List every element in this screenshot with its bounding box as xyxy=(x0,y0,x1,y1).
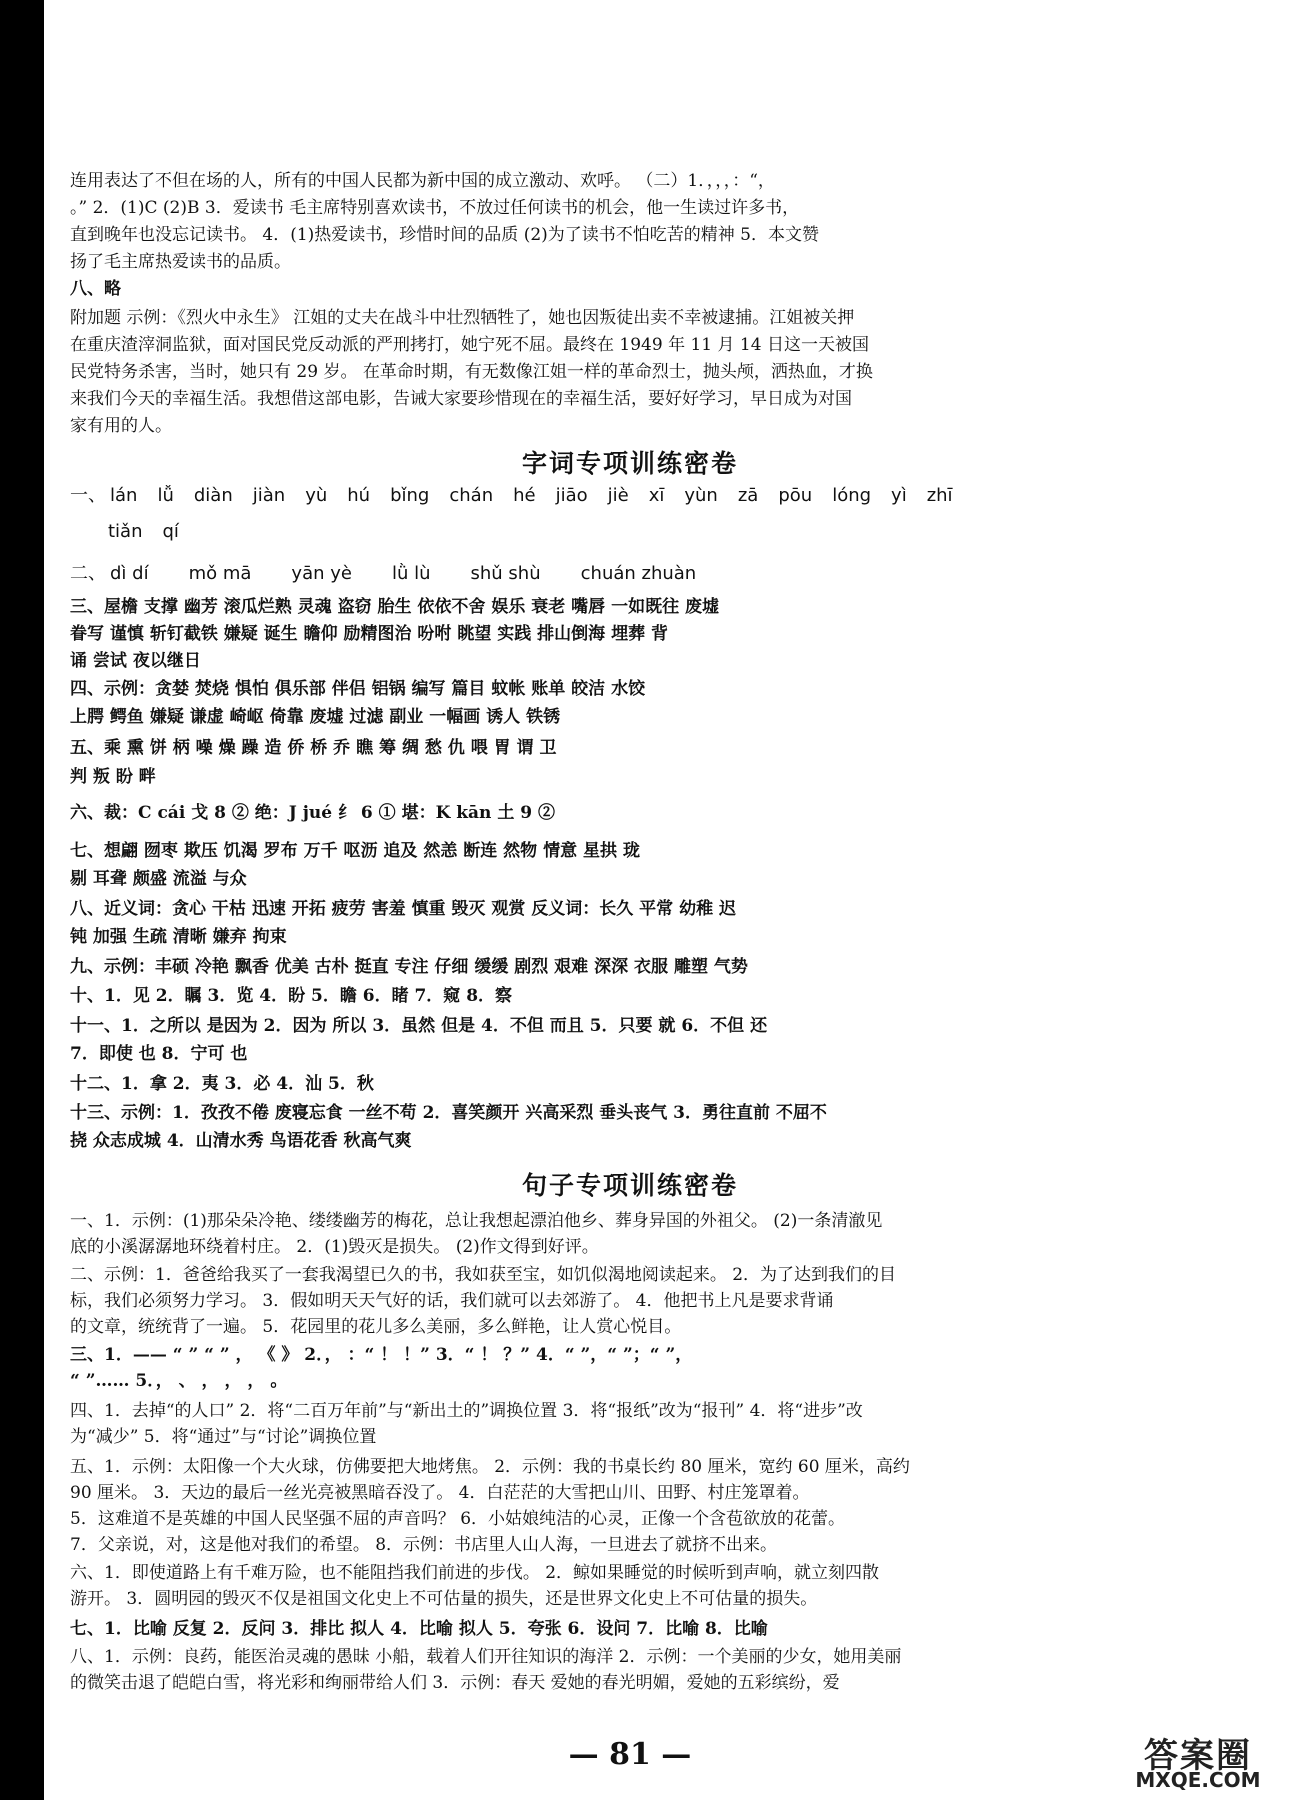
pinyin-item: yì xyxy=(891,485,907,506)
text-line: 诵 尝试 夜以继日 xyxy=(70,651,201,671)
watermark-url: MXQE.COM xyxy=(1135,1768,1261,1792)
text-line: 扬了毛主席热爱读书的品质。 xyxy=(70,252,291,272)
text-line: 三、屋檐 支撑 幽芳 滚瓜烂熟 灵魂 盗窃 胎生 依依不舍 娱乐 衰老 嘴唇 一如既往 废墟 xyxy=(70,597,720,617)
pinyin-item: chán xyxy=(449,485,494,506)
text-line: 连用表达了不但在场的人，所有的中国人民都为新中国的成立激动、欢呼。 （二）1．，，，：“， xyxy=(70,171,775,191)
text-line: 八、近义词：贪心 干枯 迅速 开拓 疲劳 害羞 慎重 毁灭 观赏 反义词：长久 平常 幼稚 迟 xyxy=(70,899,737,919)
section-title: 句子专项训练密卷 xyxy=(521,1171,738,1200)
pinyin-item: zhī xyxy=(926,485,953,506)
text-line: 家有用的人。 xyxy=(70,416,172,436)
text-line: 5．这难道不是英雄的中国人民坚强不屈的声音吗？ 6．小姑娘纯洁的心灵，正像一个含苞欲放的花蕾。 xyxy=(70,1509,846,1529)
text-line: 十一、1．之所以 是因为 2．因为 所以 3．虽然 但是 4．不但 而且 5．只要 就 6．不但 还 xyxy=(70,1016,768,1036)
pinyin-item: jiè xyxy=(607,485,629,506)
pinyin-item: jiāo xyxy=(555,485,588,506)
text-line: 民党特务杀害，当时，她只有 29 岁。 在革命时期，有无数像江姐一样的革命烈士，抛头颅，洒热血，才换 xyxy=(70,362,873,382)
pinyin-item: jiàn xyxy=(252,485,286,506)
pinyin-item: chuán zhuàn xyxy=(580,563,697,584)
text-line: 90 厘米。 3．天边的最后一丝光亮被黑暗吞没了。 4．白茫茫的大雪把山川、田野、村庄笼罩着。 xyxy=(70,1483,810,1503)
text-line: 游开。 3．圆明园的毁灭不仅是祖国文化史上不可估量的损失，还是世界文化史上不可估量的损失。 xyxy=(70,1589,818,1609)
text-line: 为“减少” 5．将“通过”与“讨论”调换位置 xyxy=(70,1427,377,1447)
text-line: 剔 耳聋 颇盛 流溢 与众 xyxy=(70,869,247,889)
text-line: 判 叛 盼 畔 xyxy=(70,767,156,787)
text-line: “ ”…… 5．， 、 ， ， ， 。 xyxy=(70,1371,288,1391)
text-line: 五、1．示例：太阳像一个大火球，仿佛要把大地烤焦。 2．示例：我的书桌长约 80 厘米，宽约 60 厘米，高约 xyxy=(70,1457,910,1477)
pinyin-row xyxy=(70,518,1228,546)
pinyin-item: hú xyxy=(347,485,371,506)
pinyin-item: zā xyxy=(737,485,759,506)
text-line: 的文章，统统背了一遍。 5．花园里的花儿多么美丽，多么鲜艳，让人赏心悦目。 xyxy=(70,1317,682,1337)
text-line: 八、1．示例：良药，能医治灵魂的愚昧 小船，载着人们开往知识的海洋 2．示例：一个美丽的少女，她用美丽 xyxy=(70,1647,902,1667)
text-line: 7．父亲说，对，这是他对我们的希望。 8．示例：书店里人山人海，一旦进去了就挤不出来。 xyxy=(70,1535,778,1555)
section-title: 字词专项训练密卷 xyxy=(521,449,738,478)
answer-page xyxy=(70,0,1190,1800)
text-line: 钝 加强 生疏 清晰 嫌弃 拘束 xyxy=(70,927,287,947)
pinyin-item: dì dí xyxy=(110,563,149,584)
binding-edge xyxy=(0,0,44,1800)
pinyin-item: tiǎn xyxy=(108,521,143,542)
pinyin-row xyxy=(70,560,1190,588)
text-line: 一、1．示例：(1)那朵朵冷艳、缕缕幽芳的梅花，总让我想起漂泊他乡、葬身异国的外祖父。 (2)一条清澈见 xyxy=(70,1211,883,1231)
pinyin-item: lóng xyxy=(832,485,872,506)
text-line: 七、想翩 囫枣 欺压 饥渴 罗布 万千 呕沥 追及 然恙 断连 然物 情意 星拱 珑 xyxy=(70,841,640,861)
pinyin-item: shǔ shù xyxy=(470,563,541,584)
text-line: 上腭 鳄鱼 嫌疑 谦虚 崎岖 倚靠 废墟 过滤 副业 一幅画 诱人 铁锈 xyxy=(70,707,561,727)
text-line: 九、示例：丰硕 冷艳 飘香 优美 古朴 挺直 专注 仔细 缓缓 剧烈 艰难 深深 衣服 雕塑 气势 xyxy=(70,957,748,977)
text-line: 四、示例：贪婪 焚烧 惧怕 俱乐部 伴侣 铝锅 编写 篇目 蚊帐 账单 皎洁 水饺 xyxy=(70,679,646,699)
text-line: 直到晚年也没忘记读书。 4．(1)热爱读书，珍惜时间的品质 (2)为了读书不怕吃苦的精神 5．本文赞 xyxy=(70,225,820,245)
text-line: 。” 2．(1)C (2)B 3．爱读书 毛主席特别喜欢读书，不放过任何读书的机会，他一生读过许多书， xyxy=(70,198,800,218)
text-line: 的微笑击退了皑皑白雪，将光彩和绚丽带给人们 3．示例：春天 爱她的春光明媚，爱她的五彩缤纷，爱 xyxy=(70,1673,840,1693)
text-line: 十、1．见 2．瞩 3．览 4．盼 5．瞻 6．睹 7．窥 8．察 xyxy=(70,986,513,1006)
pinyin-item: mǒ mā xyxy=(188,563,252,584)
text-line: 在重庆渣滓洞监狱，面对国民党反动派的严刑拷打，她宁死不屈。最终在 1949 年 11 月 14 日这一天被国 xyxy=(70,335,869,355)
text-line: 六、裁：C cái 戈 8 ② 绝：J jué 纟 6 ① 堪：K kān 土 9 ② xyxy=(70,803,555,823)
text-line: 二、示例：1．爸爸给我买了一套我渴望已久的书，我如获至宝，如饥似渴地阅读起来。 2．为了达到我们的目 xyxy=(70,1265,897,1285)
text-line: 四、1．去掉“的人口” 2．将“二百万年前”与“新出土的”调换位置 3．将“报纸”改为“报刊” 4．将“进步”改 xyxy=(70,1401,863,1421)
text-line: 八、略 xyxy=(70,279,121,299)
text-line: 六、1．即使道路上有千难万险，也不能阻挡我们前进的步伐。 2．鲸如果睡觉的时候听到声响，就立刻四散 xyxy=(70,1563,880,1583)
pinyin-item: hé xyxy=(513,485,536,506)
text-line: 挠 众志成城 4．山清水秀 鸟语花香 秋高气爽 xyxy=(70,1131,412,1151)
pinyin-item: yùn xyxy=(684,485,718,506)
pinyin-item: lǜ lù xyxy=(391,563,431,584)
pinyin-item: lán xyxy=(110,485,138,506)
text-line: 底的小溪潺潺地环绕着村庄。 2．(1)毁灭是损失。 (2)作文得到好评。 xyxy=(70,1237,599,1257)
text-line: 眷写 谨慎 斩钉截铁 嫌疑 诞生 瞻仰 励精图治 吩咐 眺望 实践 排山倒海 埋葬 背 xyxy=(70,624,669,644)
text-line: 来我们今天的幸福生活。我想借这部电影，告诫大家要珍惜现在的幸福生活，要好好学习，早日成为对国 xyxy=(70,389,852,409)
pinyin-row xyxy=(70,482,1190,510)
text-line: 三、1．—— “ ” “ ” ， 《 》 2．， ：“ ！ ！” 3．“ ！ ？” 4．“ ”，“ ”；“ ”， xyxy=(70,1345,693,1365)
pinyin-item: bǐng xyxy=(390,485,430,506)
text-line: 七、1．比喻 反复 2．反问 3．排比 拟人 4．比喻 拟人 5．夸张 6．设问 7．比喻 8．比喻 xyxy=(70,1619,768,1639)
pinyin-item: xī xyxy=(648,485,665,506)
watermark-logo xyxy=(1103,1728,1293,1792)
item-prefix: 二、 xyxy=(70,563,106,584)
pinyin-item: qí xyxy=(162,521,179,542)
item-prefix: 一、 xyxy=(70,485,106,506)
pinyin-item: diàn xyxy=(193,485,233,506)
text-line: 附加题 示例：《烈火中永生》 江姐的丈夫在战斗中壮烈牺牲了，她也因叛徒出卖不幸被逮捕。江姐被关押 xyxy=(70,308,855,328)
pinyin-item: pōu xyxy=(778,485,813,506)
pinyin-item: yù xyxy=(305,485,328,506)
page-number: — 81 — xyxy=(568,1737,692,1772)
text-line: 十三、示例：1．孜孜不倦 废寝忘食 一丝不苟 2．喜笑颜开 兴高采烈 垂头丧气 3．勇往直前 不屈不 xyxy=(70,1103,827,1123)
text-line: 十二、1．拿 2．夷 3．必 4．汕 5．秋 xyxy=(70,1074,374,1094)
text-line: 五、乘 熏 饼 柄 噪 燥 躁 造 侨 桥 乔 瞧 筹 绸 愁 仇 喂 胃 谓 卫 xyxy=(70,738,557,758)
pinyin-item: yān yè xyxy=(291,563,352,584)
pinyin-item: lǚ xyxy=(157,485,174,506)
text-line: 标，我们必须努力学习。 3．假如明天天气好的话，我们就可以去郊游了。 4．他把书上凡是要求背诵 xyxy=(70,1291,834,1311)
watermark-text: 答案圈 xyxy=(1144,1736,1252,1776)
text-line: 7．即使 也 8．宁可 也 xyxy=(70,1044,248,1064)
